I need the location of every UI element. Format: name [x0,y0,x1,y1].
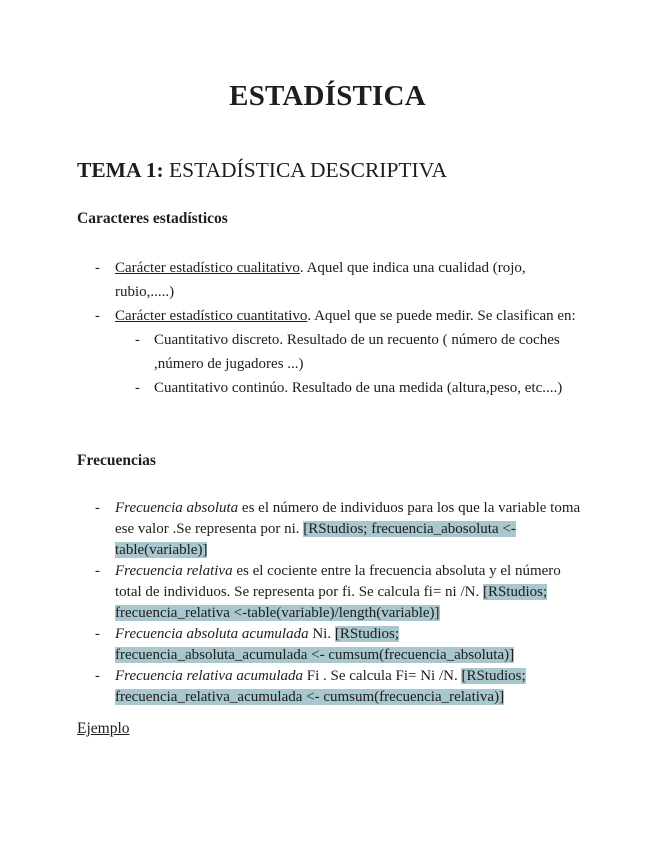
list-item [0,498,585,561]
ejemplo-link: Ejemplo [77,720,130,737]
sub-item-text: Cuantitativo continúo. Resultado de una medida (altura,peso, etc....) [154,380,563,396]
item-term: Frecuencia relativa acumulada [115,668,303,684]
tema-name: ESTADÍSTICA DESCRIPTIVA [168,158,447,182]
rstudio-code-highlight: [RStudios; frecuencia_abosoluta <- table(variable)] [115,521,516,558]
item-term: Carácter estadístico cuantitativo [115,308,308,324]
bullet-dash: - [95,308,100,324]
item-text: Ni. [308,626,335,642]
list-item [0,304,585,328]
item-text: . Aquel que se puede medir. Se clasifican en: [307,308,576,324]
bullet-dash: - [95,500,100,516]
frecuencias-heading: Frecuencias [77,452,156,469]
sublist-item [0,328,585,376]
item-term: Frecuencia relativa [115,563,233,579]
bullet-dash: - [135,332,140,348]
bullet-dash: - [95,626,100,642]
caracteres-list [0,256,585,400]
bullet-dash: - [95,260,100,276]
sublist-item [0,376,585,400]
rstudio-code-highlight: [RStudios; frecuencia_relativa <-table(variable)/length(variable)] [115,584,548,621]
sub-item-text: Cuantitativo discreto. Resultado de un recuento ( número de coches ,número de jugadores ...) [154,332,560,372]
list-item [0,666,585,708]
tema-label: TEMA 1: [77,158,164,182]
item-text: es el número de individuos para los que la variable toma ese valor .Se representa por ni. [115,500,581,537]
bullet-dash: - [135,380,140,396]
item-term: Frecuencia absoluta acumulada [115,626,309,642]
rstudio-code-highlight: [RStudios; frecuencia_absoluta_acumulada <- cumsum(frecuencia_absoluta)] [115,626,515,663]
item-text: Fi . Se calcula Fi= Ni /N. [303,668,462,684]
frecuencias-list [0,498,585,708]
item-text: . Aquel que indica una cualidad (rojo, rubio,.....) [115,260,526,300]
sublist [0,328,585,400]
item-term: Carácter estadístico cualitativo [115,260,300,276]
item-term: Frecuencia absoluta [115,500,239,516]
document-title: ESTADÍSTICA [229,80,426,112]
list-item [0,624,585,666]
list-item [0,561,585,624]
caracteres-heading: Caracteres estadísticos [77,210,228,227]
tema-heading [77,158,447,183]
bullet-dash: - [95,563,100,579]
item-text: es el cociente entre la frecuencia absoluta y el número total de individuos. Se representa por fi. Se calcula fi= ni /N. [115,563,561,600]
rstudio-code-highlight: [RStudios; frecuencia_relativa_acumulada <- cumsum(frecuencia_relativa)] [115,668,526,705]
list-item [0,256,585,304]
bullet-dash: - [95,668,100,684]
